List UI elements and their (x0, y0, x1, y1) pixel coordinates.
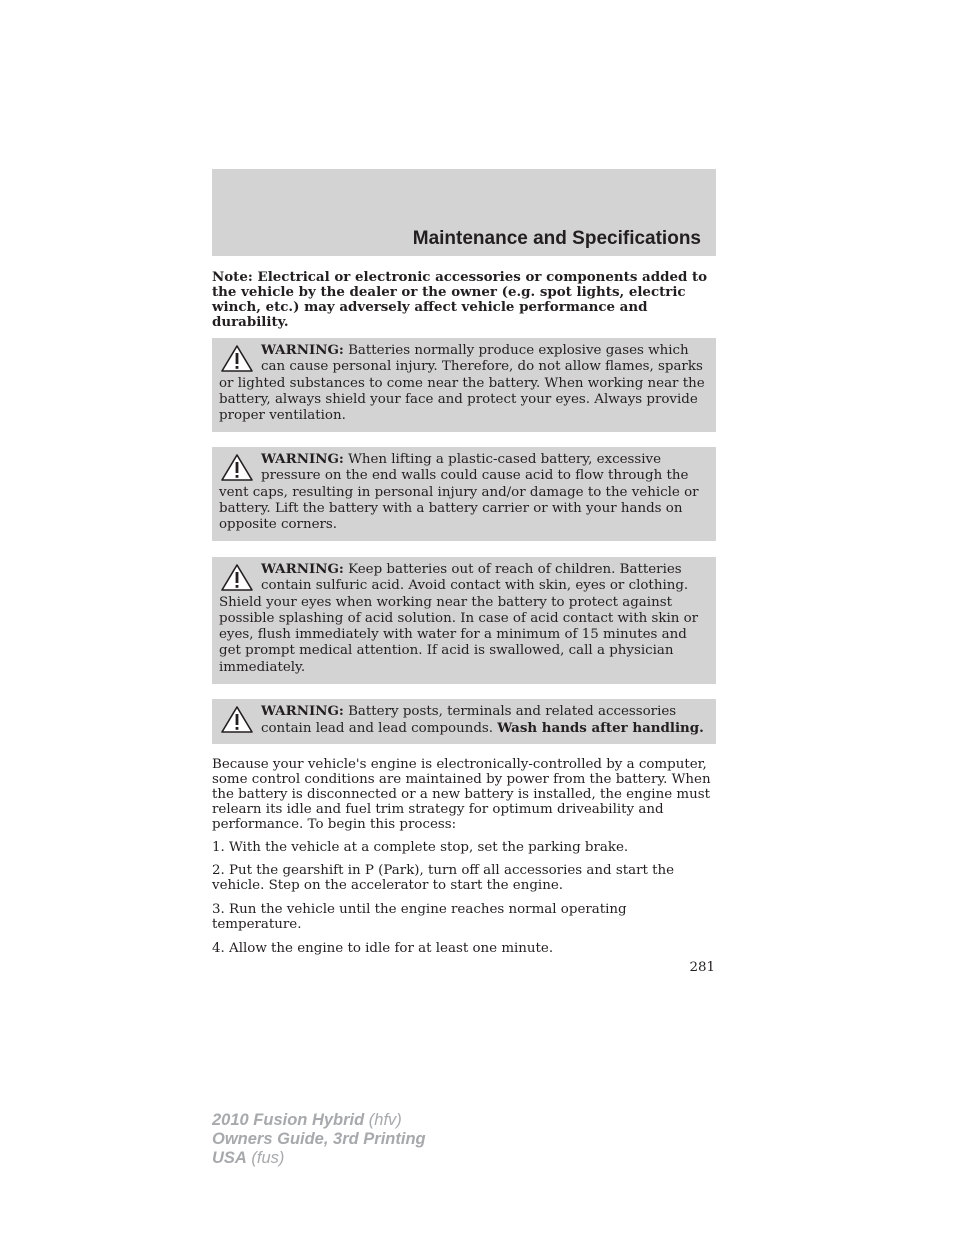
warning-label: WARNING: (261, 451, 344, 467)
footer-line: 2010 Fusion Hybrid (hfv) (212, 1111, 402, 1129)
step-item: 1. With the vehicle at a complete stop, set the parking brake. (212, 840, 629, 855)
warning-text: Batteries normally produce explosive gases which can cause personal injury. Therefore, do not allow flames, sparks or lighted substances to come near the battery. When working near the battery, always shield your face and protect your eyes. Always provide proper ventilation. (219, 343, 705, 424)
intro-paragraph: Because your vehicle's engine is electronically-controlled by a computer, some control conditions are maintained by power from the battery. When the battery is disconnected or a new battery is installed, the engine must relearn its idle and fuel trim strategy for optimum driveability and performance. To begin this process: (212, 757, 711, 832)
warning-emphasis: Wash hands after handling. (497, 720, 704, 737)
footer-line: Owners Guide, 3rd Printing (212, 1130, 426, 1148)
warning-box (212, 447, 716, 541)
page-number: 281 (689, 960, 715, 975)
warning-triangle-icon (219, 705, 255, 735)
warning-box (212, 557, 716, 684)
section-header-band (212, 169, 716, 256)
step-item: 3. Run the vehicle until the engine reaches normal operating temperature. (212, 902, 627, 932)
footer-imprint (212, 1111, 426, 1168)
warning-label: WARNING: (261, 342, 344, 358)
step-item: 4. Allow the engine to idle for at least one minute. (212, 941, 554, 956)
warning-text: Keep batteries out of reach of children. Batteries contain sulfuric acid. Avoid contact with skin, eyes or clothing. Shield your eyes when working near the battery to protect against possible splashing of acid solution. In case of acid contact with skin or eyes, flush immediately with water for a minimum of 15 minutes and get prompt medical attention. If acid is swallowed, call a physician immediately. (219, 562, 699, 675)
warning-label: WARNING: (261, 561, 344, 577)
warning-triangle-icon (219, 563, 255, 593)
warning-text: When lifting a plastic-cased battery, excessive pressure on the end walls could cause acid to flow through the vent caps, resulting in personal injury and/or damage to the vehicle or battery. Lift the battery with a battery carrier or with your hands on opposite corners. (219, 452, 699, 533)
warning-triangle-icon (219, 453, 255, 483)
warning-box (212, 338, 716, 432)
section-title: Maintenance and Specifications (412, 228, 701, 249)
footer-line: USA (fus) (212, 1149, 285, 1167)
warning-triangle-icon (219, 344, 255, 374)
warning-text: Battery posts, terminals and related accessories contain lead and lead compounds. (261, 704, 677, 737)
warning-label: WARNING: (261, 703, 344, 719)
warning-box (212, 699, 716, 744)
note-paragraph: Note: Electrical or electronic accessories or components added to the vehicle by the dealer or the owner (e.g. spot lights, electric winch, etc.) may adversely affect vehicle performance and durability. (212, 269, 708, 330)
step-item: 2. Put the gearshift in P (Park), turn off all accessories and start the vehicle. Step on the accelerator to start the engine. (212, 863, 675, 893)
